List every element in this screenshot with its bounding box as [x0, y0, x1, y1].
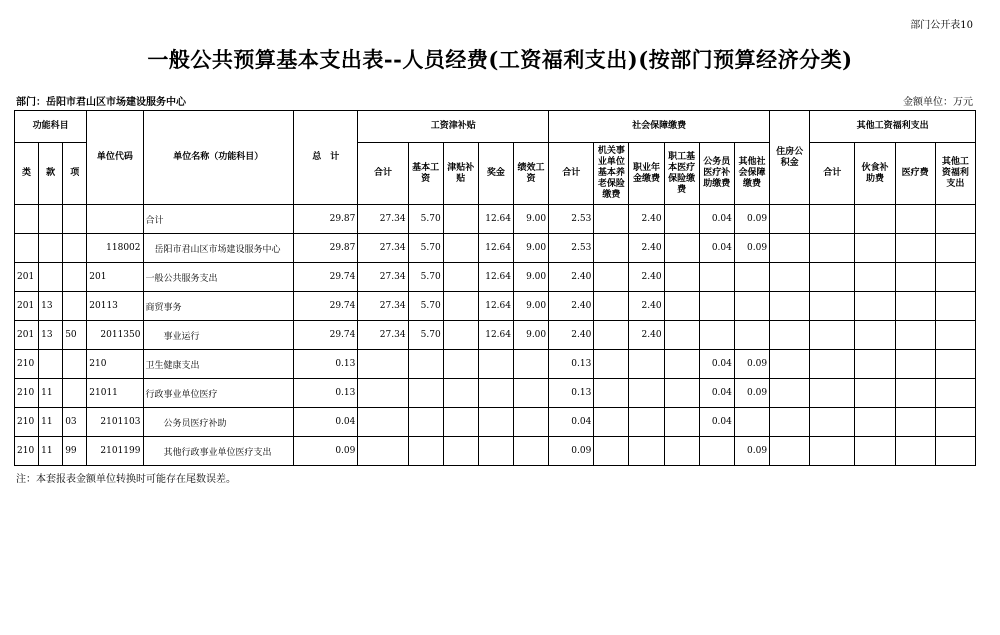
- civil-medical-cell: 0.04: [699, 234, 734, 263]
- table-row: [15, 350, 976, 379]
- wage-total-cell: 27.34: [358, 321, 408, 350]
- other-total-cell: [810, 292, 855, 321]
- bonus-cell: [478, 379, 513, 408]
- total-cell: 0.09: [294, 437, 358, 466]
- unit-name-cell: 合计: [143, 205, 294, 234]
- table-row: [15, 379, 976, 408]
- social-group-header: 社会保障缴费: [549, 111, 770, 143]
- housing-cell: [770, 350, 810, 379]
- civil-medical-header: 公务员医疗补助缴费: [699, 143, 734, 205]
- merit-pay-cell: [513, 350, 548, 379]
- medical-insurance-cell: [664, 321, 699, 350]
- lei-cell: 201: [15, 321, 39, 350]
- basic-wage-cell: 5.70: [408, 234, 443, 263]
- annuity-cell: 2.40: [629, 263, 664, 292]
- meal-subsidy-cell: [855, 408, 895, 437]
- medical-fee-cell: [895, 408, 935, 437]
- unit-code-cell: 2101103: [87, 408, 143, 437]
- table-row: [15, 234, 976, 263]
- social-total-cell: 2.40: [549, 321, 594, 350]
- social-total-cell: 0.04: [549, 408, 594, 437]
- allowance-cell: [443, 205, 478, 234]
- annuity-cell: 2.40: [629, 292, 664, 321]
- kuan-cell: 11: [39, 437, 63, 466]
- annuity-cell: [629, 408, 664, 437]
- other-total-cell: [810, 321, 855, 350]
- total-cell: 0.13: [294, 350, 358, 379]
- merit-pay-cell: 9.00: [513, 292, 548, 321]
- housing-cell: [770, 205, 810, 234]
- total-cell: 0.13: [294, 379, 358, 408]
- medical-insurance-header: 职工基本医疗保险缴费: [664, 143, 699, 205]
- wage-total-cell: 27.34: [358, 234, 408, 263]
- civil-medical-cell: [699, 263, 734, 292]
- basic-wage-cell: 5.70: [408, 321, 443, 350]
- page-title: 一般公共预算基本支出表--人员经费(工资福利支出)(按部门预算经济分类): [147, 47, 853, 72]
- civil-medical-cell: [699, 292, 734, 321]
- meal-subsidy-cell: [855, 205, 895, 234]
- table-row: [15, 321, 976, 350]
- xiang-header: 项: [63, 143, 87, 205]
- unit-code-header: 单位代码: [87, 111, 143, 205]
- merit-pay-cell: 9.00: [513, 205, 548, 234]
- housing-cell: [770, 234, 810, 263]
- basic-wage-cell: [408, 350, 443, 379]
- allowance-cell: [443, 408, 478, 437]
- unit-code-cell: 201: [87, 263, 143, 292]
- form-number: 部门公开表10: [910, 20, 973, 31]
- lei-cell: 210: [15, 379, 39, 408]
- allowance-cell: [443, 292, 478, 321]
- civil-medical-cell: [699, 437, 734, 466]
- table-row: [15, 408, 976, 437]
- lei-cell: [15, 205, 39, 234]
- wage-total-cell: [358, 437, 408, 466]
- civil-medical-cell: [699, 321, 734, 350]
- other-welfare-cell: [935, 321, 975, 350]
- basic-wage-cell: 5.70: [408, 292, 443, 321]
- table-row: [15, 437, 976, 466]
- housing-cell: [770, 292, 810, 321]
- header-row-1: [15, 111, 976, 143]
- kuan-cell: 13: [39, 292, 63, 321]
- other-total-header: 合计: [810, 143, 855, 205]
- social-total-cell: 0.09: [549, 437, 594, 466]
- housing-cell: [770, 437, 810, 466]
- other-welfare-cell: [935, 263, 975, 292]
- annuity-cell: [629, 350, 664, 379]
- civil-medical-cell: 0.04: [699, 350, 734, 379]
- xiang-cell: [63, 379, 87, 408]
- meal-subsidy-cell: [855, 321, 895, 350]
- kuan-cell: [39, 234, 63, 263]
- other-social-cell: [734, 321, 769, 350]
- table-row: [15, 205, 976, 234]
- wage-total-cell: 27.34: [358, 292, 408, 321]
- lei-header: 类: [15, 143, 39, 205]
- allowance-cell: [443, 321, 478, 350]
- other-social-cell: [734, 292, 769, 321]
- unit-code-cell: 21011: [87, 379, 143, 408]
- unit-name-cell: 公务员医疗补助: [143, 408, 294, 437]
- pension-cell: [594, 350, 629, 379]
- meal-subsidy-cell: [855, 292, 895, 321]
- wage-total-cell: [358, 408, 408, 437]
- civil-medical-cell: 0.04: [699, 379, 734, 408]
- xiang-cell: [63, 263, 87, 292]
- medical-insurance-cell: [664, 350, 699, 379]
- wage-total-header: 合计: [358, 143, 408, 205]
- social-total-cell: 2.53: [549, 205, 594, 234]
- pension-header: 机关事业单位基本养老保险缴费: [594, 143, 629, 205]
- medical-insurance-cell: [664, 408, 699, 437]
- bonus-cell: 12.64: [478, 292, 513, 321]
- lei-cell: 201: [15, 292, 39, 321]
- basic-wage-cell: 5.70: [408, 205, 443, 234]
- meal-subsidy-cell: [855, 350, 895, 379]
- allowance-cell: [443, 263, 478, 292]
- housing-cell: [770, 379, 810, 408]
- xiang-cell: [63, 205, 87, 234]
- total-header: 总 计: [294, 111, 358, 205]
- pension-cell: [594, 379, 629, 408]
- other-welfare-cell: [935, 234, 975, 263]
- social-total-cell: 0.13: [549, 379, 594, 408]
- civil-medical-cell: 0.04: [699, 408, 734, 437]
- other-social-cell: 0.09: [734, 205, 769, 234]
- xiang-cell: 99: [63, 437, 87, 466]
- table-row: [15, 263, 976, 292]
- xiang-cell: 50: [63, 321, 87, 350]
- housing-cell: [770, 263, 810, 292]
- basic-wage-cell: 5.70: [408, 263, 443, 292]
- other-social-header: 其他社会保障缴费: [734, 143, 769, 205]
- merit-pay-cell: [513, 379, 548, 408]
- basic-wage-cell: [408, 408, 443, 437]
- unit-name-header: 单位名称（功能科目）: [143, 111, 294, 205]
- basic-wage-cell: [408, 437, 443, 466]
- other-welfare-header: 其他工资福利支出: [935, 143, 975, 205]
- medical-fee-header: 医疗费: [895, 143, 935, 205]
- unit-code-cell: 2101199: [87, 437, 143, 466]
- social-total-cell: 2.40: [549, 292, 594, 321]
- allowance-cell: [443, 379, 478, 408]
- total-cell: 29.74: [294, 321, 358, 350]
- other-total-cell: [810, 408, 855, 437]
- other-welfare-cell: [935, 379, 975, 408]
- medical-insurance-cell: [664, 292, 699, 321]
- social-total-cell: 2.40: [549, 263, 594, 292]
- other-welfare-cell: [935, 292, 975, 321]
- medical-insurance-cell: [664, 234, 699, 263]
- housing-cell: [770, 408, 810, 437]
- total-cell: 29.74: [294, 263, 358, 292]
- annuity-cell: [629, 437, 664, 466]
- annuity-cell: 2.40: [629, 321, 664, 350]
- footnote: 注：本套报表金额单位转换时可能存在尾数误差。: [16, 474, 236, 485]
- bonus-cell: 12.64: [478, 205, 513, 234]
- allowance-cell: [443, 437, 478, 466]
- unit-name-cell: 卫生健康支出: [143, 350, 294, 379]
- medical-insurance-cell: [664, 379, 699, 408]
- social-total-cell: 0.13: [549, 350, 594, 379]
- pension-cell: [594, 321, 629, 350]
- lei-cell: [15, 234, 39, 263]
- other-total-cell: [810, 379, 855, 408]
- table-row: [15, 292, 976, 321]
- basic-wage-cell: [408, 379, 443, 408]
- medical-fee-cell: [895, 205, 935, 234]
- kuan-header: 款: [39, 143, 63, 205]
- other-social-cell: [734, 408, 769, 437]
- housing-header: 住房公积金: [770, 111, 810, 205]
- wage-group-header: 工资津补贴: [358, 111, 549, 143]
- func-subject-header: 功能科目: [15, 111, 87, 143]
- medical-fee-cell: [895, 437, 935, 466]
- other-welfare-cell: [935, 437, 975, 466]
- total-cell: 29.87: [294, 205, 358, 234]
- bonus-cell: [478, 350, 513, 379]
- kuan-cell: 11: [39, 408, 63, 437]
- unit-code-cell: 210: [87, 350, 143, 379]
- medical-fee-cell: [895, 379, 935, 408]
- meal-subsidy-cell: [855, 379, 895, 408]
- annuity-header: 职业年金缴费: [629, 143, 664, 205]
- kuan-cell: [39, 263, 63, 292]
- other-social-cell: [734, 263, 769, 292]
- bonus-cell: 12.64: [478, 234, 513, 263]
- merit-pay-cell: 9.00: [513, 234, 548, 263]
- other-group-header: 其他工资福利支出: [810, 111, 976, 143]
- bonus-header: 奖金: [478, 143, 513, 205]
- unit-name-cell: 一般公共服务支出: [143, 263, 294, 292]
- allowance-header: 津贴补贴: [443, 143, 478, 205]
- other-total-cell: [810, 263, 855, 292]
- xiang-cell: [63, 350, 87, 379]
- total-cell: 29.74: [294, 292, 358, 321]
- bonus-cell: 12.64: [478, 263, 513, 292]
- other-welfare-cell: [935, 350, 975, 379]
- civil-medical-cell: 0.04: [699, 205, 734, 234]
- allowance-cell: [443, 350, 478, 379]
- total-cell: 29.87: [294, 234, 358, 263]
- medical-fee-cell: [895, 263, 935, 292]
- wage-total-cell: 27.34: [358, 205, 408, 234]
- wage-total-cell: [358, 350, 408, 379]
- meal-subsidy-header: 伙食补助费: [855, 143, 895, 205]
- annuity-cell: 2.40: [629, 234, 664, 263]
- xiang-cell: [63, 292, 87, 321]
- merit-pay-header: 绩效工资: [513, 143, 548, 205]
- other-total-cell: [810, 234, 855, 263]
- meal-subsidy-cell: [855, 437, 895, 466]
- other-social-cell: 0.09: [734, 379, 769, 408]
- xiang-cell: [63, 234, 87, 263]
- kuan-cell: 13: [39, 321, 63, 350]
- pension-cell: [594, 205, 629, 234]
- bonus-cell: [478, 437, 513, 466]
- annuity-cell: [629, 379, 664, 408]
- unit-code-cell: 2011350: [87, 321, 143, 350]
- unit-code-cell: 20113: [87, 292, 143, 321]
- bonus-cell: 12.64: [478, 321, 513, 350]
- medical-fee-cell: [895, 350, 935, 379]
- pension-cell: [594, 292, 629, 321]
- unit-name-cell: 其他行政事业单位医疗支出: [143, 437, 294, 466]
- medical-insurance-cell: [664, 205, 699, 234]
- wage-total-cell: 27.34: [358, 263, 408, 292]
- medical-fee-cell: [895, 234, 935, 263]
- pension-cell: [594, 437, 629, 466]
- xiang-cell: 03: [63, 408, 87, 437]
- unit-code-cell: [87, 205, 143, 234]
- merit-pay-cell: [513, 408, 548, 437]
- meal-subsidy-cell: [855, 234, 895, 263]
- kuan-cell: [39, 205, 63, 234]
- medical-fee-cell: [895, 292, 935, 321]
- housing-cell: [770, 321, 810, 350]
- basic-wage-header: 基本工资: [408, 143, 443, 205]
- pension-cell: [594, 408, 629, 437]
- lei-cell: 201: [15, 263, 39, 292]
- other-welfare-cell: [935, 408, 975, 437]
- lei-cell: 210: [15, 350, 39, 379]
- annuity-cell: 2.40: [629, 205, 664, 234]
- other-welfare-cell: [935, 205, 975, 234]
- lei-cell: 210: [15, 408, 39, 437]
- other-total-cell: [810, 350, 855, 379]
- social-total-header: 合计: [549, 143, 594, 205]
- meal-subsidy-cell: [855, 263, 895, 292]
- medical-fee-cell: [895, 321, 935, 350]
- other-social-cell: 0.09: [734, 350, 769, 379]
- unit-name-cell: 事业运行: [143, 321, 294, 350]
- wage-total-cell: [358, 379, 408, 408]
- medical-insurance-cell: [664, 263, 699, 292]
- unit-name-cell: 岳阳市君山区市场建设服务中心: [143, 234, 294, 263]
- unit-name-cell: 商贸事务: [143, 292, 294, 321]
- other-total-cell: [810, 205, 855, 234]
- other-total-cell: [810, 437, 855, 466]
- bonus-cell: [478, 408, 513, 437]
- social-total-cell: 2.53: [549, 234, 594, 263]
- kuan-cell: [39, 350, 63, 379]
- unit-name-cell: 行政事业单位医疗: [143, 379, 294, 408]
- lei-cell: 210: [15, 437, 39, 466]
- medical-insurance-cell: [664, 437, 699, 466]
- other-social-cell: 0.09: [734, 234, 769, 263]
- department-label: 部门：岳阳市君山区市场建设服务中心: [16, 97, 186, 108]
- kuan-cell: 11: [39, 379, 63, 408]
- pension-cell: [594, 234, 629, 263]
- total-cell: 0.04: [294, 408, 358, 437]
- allowance-cell: [443, 234, 478, 263]
- other-social-cell: 0.09: [734, 437, 769, 466]
- amount-unit-label: 金额单位：万元: [903, 97, 973, 108]
- budget-table: [14, 110, 976, 466]
- merit-pay-cell: 9.00: [513, 321, 548, 350]
- pension-cell: [594, 263, 629, 292]
- unit-code-cell: 118002: [87, 234, 143, 263]
- merit-pay-cell: 9.00: [513, 263, 548, 292]
- merit-pay-cell: [513, 437, 548, 466]
